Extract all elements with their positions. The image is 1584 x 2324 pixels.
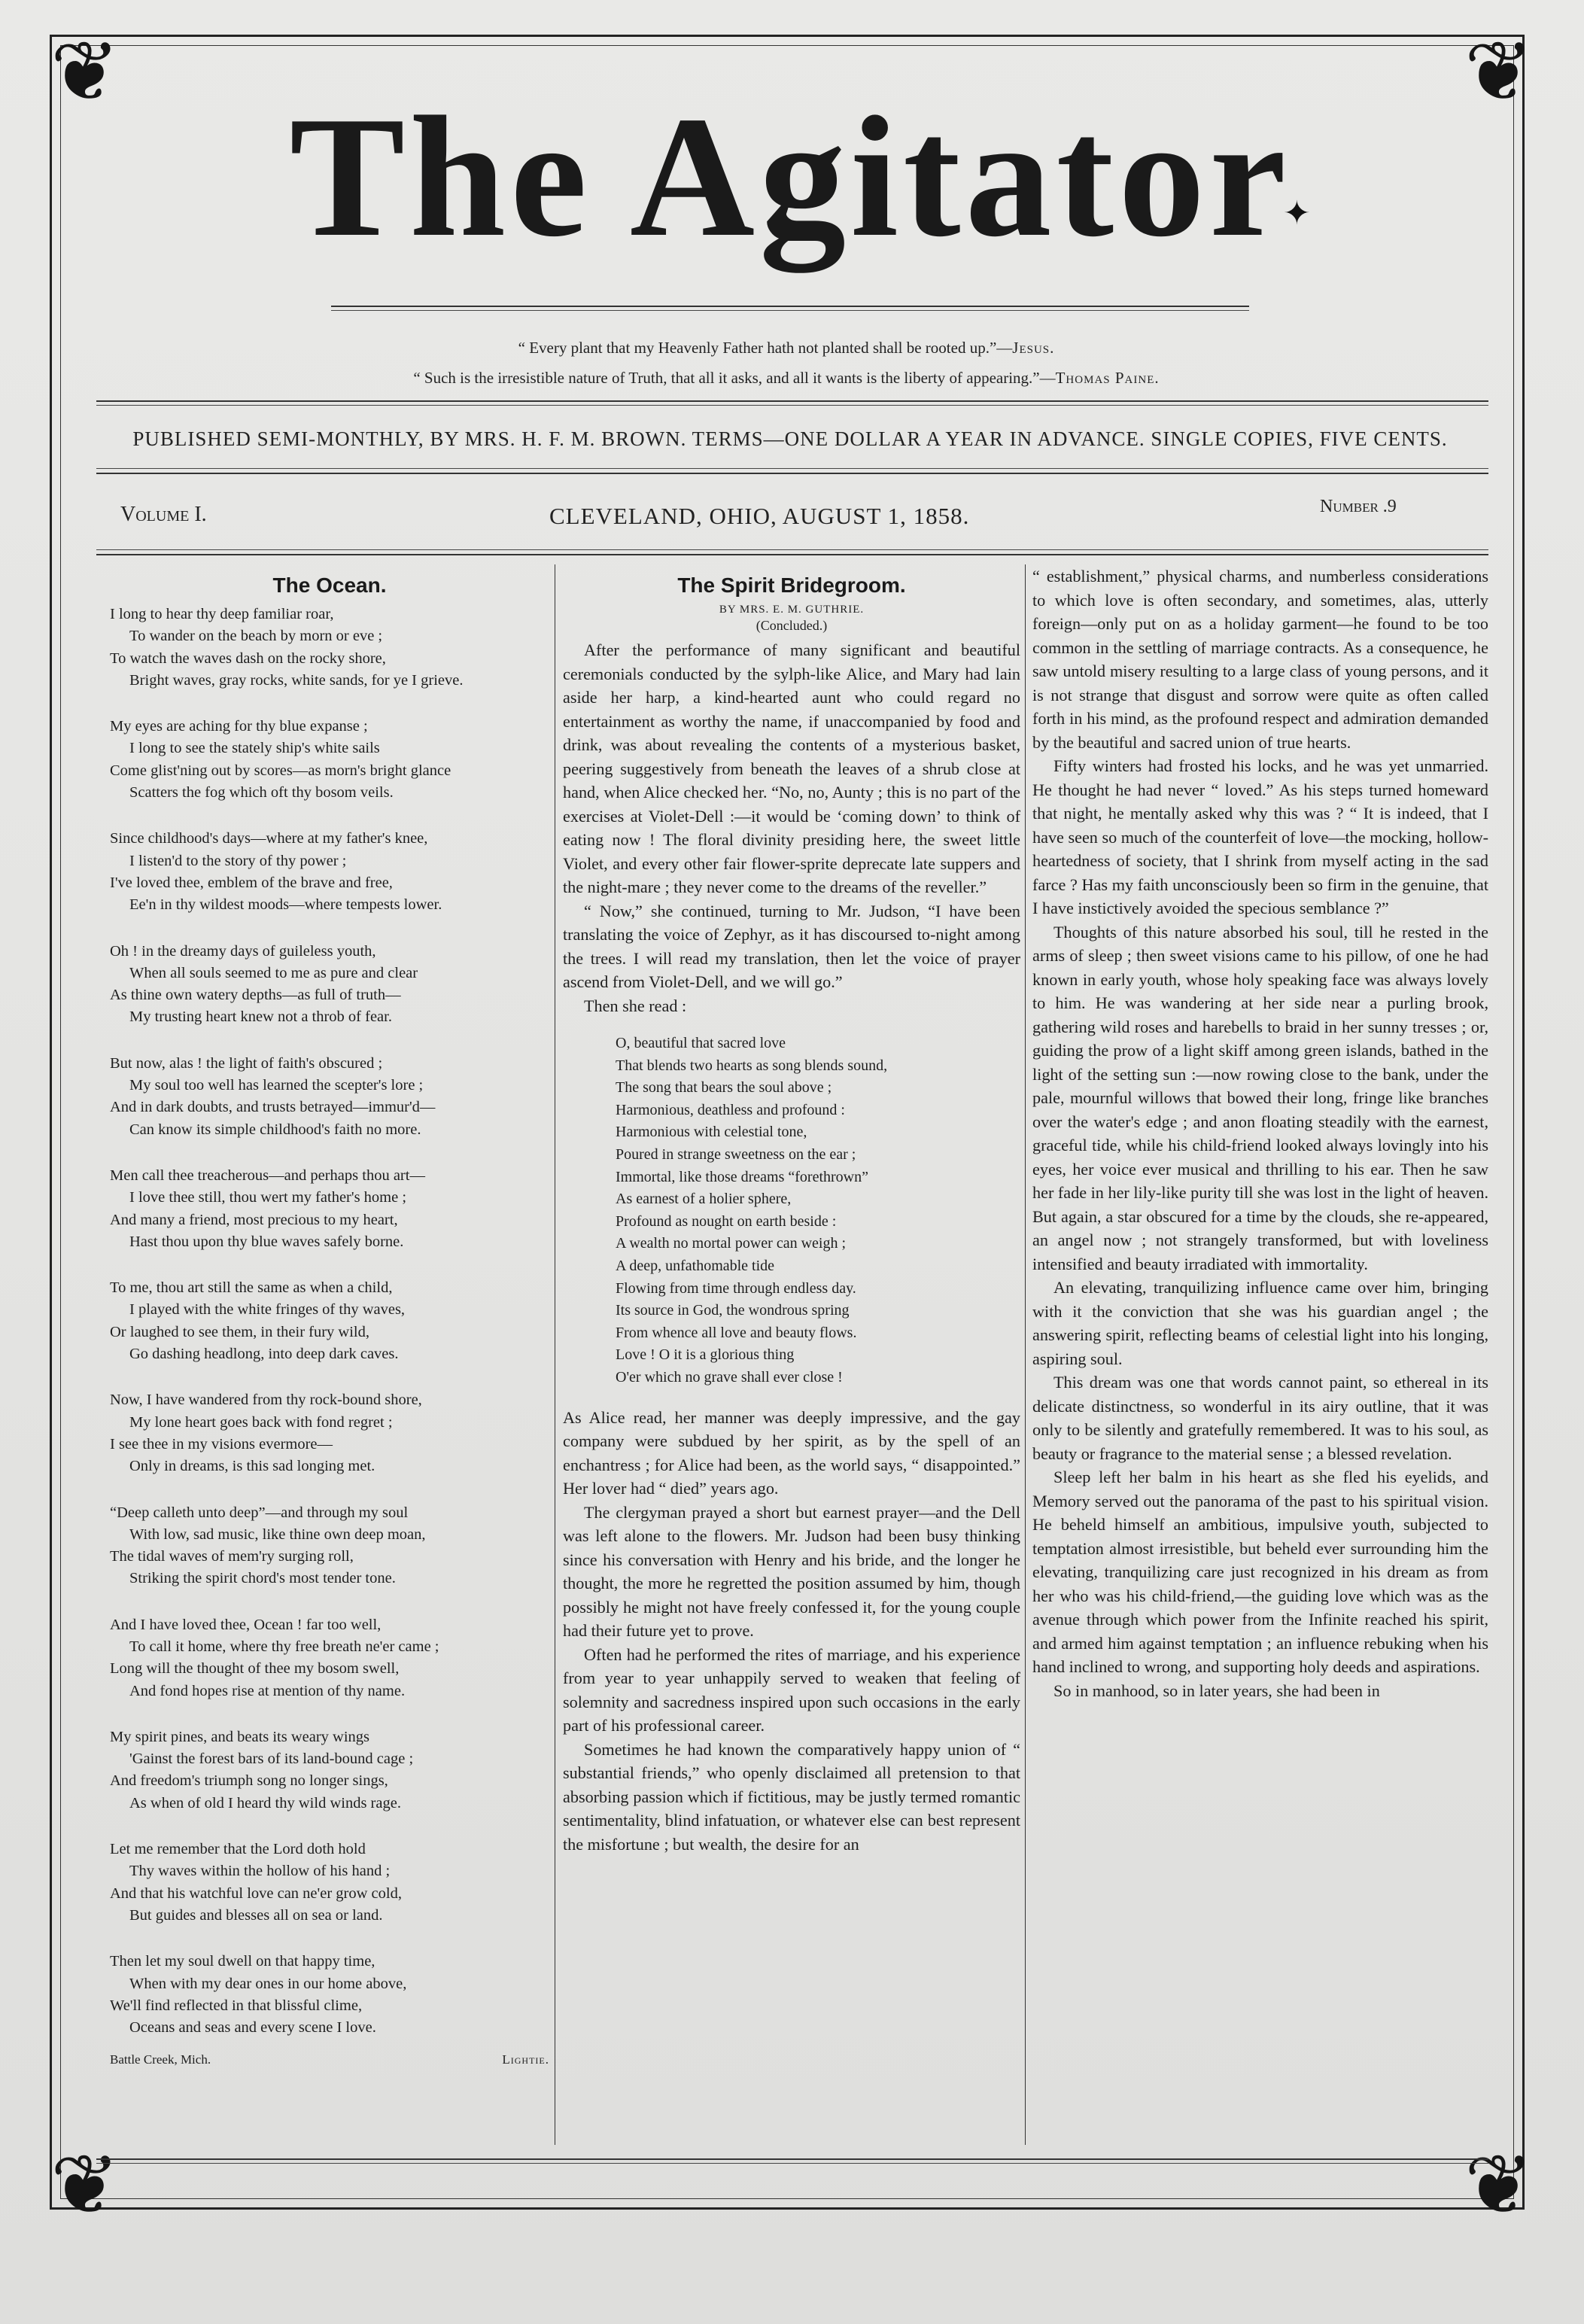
issue-number: Number .9 xyxy=(1320,497,1397,516)
inner-poem-line: Harmonious, deathless and profound : xyxy=(616,1101,845,1118)
poem-stanza xyxy=(110,1726,549,1814)
inner-poem-line: Immortal, like those dreams “forethrown” xyxy=(616,1168,868,1185)
story-paragraph: An elevating, tranquilizing influence came over him, bringing with it the conviction that she was his guardian angel ; the answering spirit, reflecting beams of celestial light into his longing, aspiring soul. xyxy=(1032,1278,1488,1368)
poem-line: And that his watchful love can ne'er grow cold, xyxy=(110,1884,402,1902)
column-divider-2 xyxy=(1025,564,1026,2145)
poem-line: And fond hopes rise at mention of thy name. xyxy=(129,1682,406,1699)
poem-line: Long will the thought of thee my bosom swell, xyxy=(110,1660,400,1678)
story-paragraph: Thoughts of this nature absorbed his soul, till he rested in the arms of sleep ; then sweet visions came to his pillow, of one he had known in early youth, whose holy speaking face was always lovely to him. He was wandering at her side near a purling brook, gathering wild roses and harebells to braid in her sunny tresses ; or, guiding the prow of a light skiff among green islands, bathed in the light of the setting sun :—now rowing close to the bank, under the pale, mournful willows that bowed their long, fringe like branches over the water's edge ; and anon floating steadily with the earnest, graceful tide, while his child-friend looked always lovingly into his eyes, her voice ever musical and thrilling to his ear. Then he saw her fade in her lily-like purity till she was lost in the light of heaven. But again, a star obscured for a time by the clouds, she re-appeared, an angel now ; not strangely transformed, but with loveliness intensified and beauty irradiated with immortality. xyxy=(1032,922,1488,1273)
poem-line: I long to hear thy deep familiar roar, xyxy=(110,606,334,622)
pub-rule-top xyxy=(96,400,1488,402)
poem-line: I see thee in my visions evermore— xyxy=(110,1435,333,1452)
inner-poem-line: Poured in strange sweetness on the ear ; xyxy=(616,1145,856,1163)
poem-line: Or laughed to see them, in their fury wild, xyxy=(110,1323,369,1340)
poem-line: And in dark doubts, and trusts betrayed—immur'd— xyxy=(110,1099,436,1116)
poem-line: And I have loved thee, Ocean ! far too well, xyxy=(110,1616,382,1633)
corner-ornament-bottom-left: ❦ xyxy=(50,2137,120,2233)
poem-line: I love thee still, thou wert my father's home ; xyxy=(129,1189,407,1206)
poem-line: My trusting heart knew not a throb of fear. xyxy=(129,1008,392,1026)
poem-line: When with my dear ones in our home above, xyxy=(129,1975,407,1992)
poem-place: Battle Creek, Mich. xyxy=(110,2052,211,2067)
poem-line: Ee'n in thy wildest moods—where tempests lower. xyxy=(129,896,442,914)
poem-line: My eyes are aching for thy blue expanse ; xyxy=(110,718,368,735)
inner-poem-line: Harmonious with celestial tone, xyxy=(616,1124,807,1141)
poem-line: Oceans and seas and every scene I love. xyxy=(129,2019,376,2037)
motto-paine xyxy=(316,369,1257,388)
masthead-star-ornament: ✦ xyxy=(1283,194,1311,233)
poem-footer xyxy=(110,2052,549,2067)
inner-poem-line: A wealth no mortal power can weigh ; xyxy=(616,1235,847,1252)
poem-line: Since childhood's days—where at my father's knee, xyxy=(110,830,428,847)
volume-label: Volume I. xyxy=(120,503,207,526)
poem-line: The tidal waves of mem'ry surging roll, xyxy=(110,1548,354,1565)
story-paragraph: Often had he performed the rites of marriage, and his experience from year to year unhappily served to weaken that feeling of solemnity and sacredness inspired upon such occasions in the early part of his professional career. xyxy=(563,1644,1020,1735)
motto-jesus-author: Jesus. xyxy=(1012,339,1055,357)
motto-jesus xyxy=(316,339,1257,357)
poem-line: Men call thee treacherous—and perhaps thou art— xyxy=(110,1167,425,1184)
inner-poem-line: Love ! O it is a glorious thing xyxy=(616,1346,795,1364)
poem-line: My lone heart goes back with fond regret ; xyxy=(129,1413,393,1431)
columns-rule-top-thin xyxy=(96,549,1488,550)
inner-poem-line: The song that bears the soul above ; xyxy=(616,1079,832,1097)
poem-line: As when of old I heard thy wild winds rage. xyxy=(129,1794,401,1811)
poem-stanza xyxy=(110,1502,549,1590)
poem-line: I long to see the stately ship's white sails xyxy=(129,740,380,757)
poem-line: Come glist'ning out by scores—as morn's bright glance xyxy=(110,762,451,779)
story-byline: BY MRS. E. M. GUTHRIE. xyxy=(719,604,865,616)
poem-stanza xyxy=(110,828,549,916)
poem-stanza xyxy=(110,1277,549,1365)
motto-jesus-quote: “ Every plant that my Heavenly Father hath not planted shall be rooted up.”— xyxy=(518,339,1013,357)
poem-line: And freedom's triumph song no longer sings, xyxy=(110,1772,388,1790)
poem-stanza xyxy=(110,1951,549,2039)
poem-line: With low, sad music, like thine own deep moan, xyxy=(129,1526,426,1543)
corner-ornament-top-right: ❦ xyxy=(1464,23,1534,120)
poem-line: 'Gainst the forest bars of its land-bound cage ; xyxy=(129,1751,414,1768)
publication-line: PUBLISHED SEMI-MONTHLY, BY MRS. H. F. M. BROWN. TERMS—ONE DOLLAR A YEAR IN ADVANCE. SINGLE COPIES, FIVE CENTS. xyxy=(132,427,1448,450)
poem-line: Thy waves within the hollow of his hand ; xyxy=(129,1863,391,1880)
story-note: (Concluded.) xyxy=(756,618,828,633)
story-paragraph: Then she read : xyxy=(584,996,687,1015)
poem-line: But guides and blesses all on sea or land. xyxy=(129,1906,383,1924)
story-paragraph: The clergyman prayed a short but earnest prayer—and the Dell was left alone to the flowers. Mr. Judson had been busy thinking since his conversation with Henry and his bride, and the longer he thought, the more he regretted the position assumed by him, though possibly he might not have freely confessed it, for the young couple had their future yet to prove. xyxy=(563,1502,1020,1640)
poem-stanza xyxy=(110,1165,549,1253)
story-paragraph: “ establishment,” physical charms, and numberless considerations to which love is often secondary, and sometimes, alas, utterly foreign—only put on as a holiday garment—he found to be too common in the settling of marriage contracts. As a consequence, he saw untold misery resulting to a large class of young persons, and it is not strange that disgust and sorrow were quite as often called forth in his mind, as the profound respect and admiration demanded by the beautiful and sacred union of true hearts. xyxy=(1032,567,1488,752)
story-paragraph: Fifty winters had frosted his locks, and he was yet unmarried. He thought he had never “ loved.” As his steps turned homeward that night, he mentally asked why this was ? “ It is indeed, that I have seen so much of the counterfeit of love—the mocking, hollow-heartedness of society, that I shrink from myself acting in the sad farce ? Has my faith unconsciously been so firm in the genuine, that I have instictively avoided the specious semblance ?” xyxy=(1032,756,1488,917)
poem-line: “Deep calleth unto deep”—and through my soul xyxy=(110,1504,409,1521)
motto-rule-top xyxy=(331,306,1249,307)
story-paragraph: So in manhood, so in later years, she had been in xyxy=(1053,1681,1380,1700)
poem-line: Only in dreams, is this sad longing met. xyxy=(129,1458,375,1475)
poem-line: As thine own watery depths—as full of truth— xyxy=(110,987,401,1004)
poem-line: I've loved thee, emblem of the brave and free, xyxy=(110,874,393,891)
poem-line: Bright waves, gray rocks, white sands, for ye I grieve. xyxy=(129,671,464,689)
inner-poem-line: As earnest of a holier sphere, xyxy=(616,1191,792,1208)
story-paragraph: “ Now,” she continued, turning to Mr. Judson, “I have been translating the voice of Zephyr, as it has discoursed to-night among the trees. I will read my translation, then let the voice of prayer ascend from Violet-Dell, and we will go.” xyxy=(563,901,1020,991)
poem-line: Then let my soul dwell on that happy time, xyxy=(110,1953,375,1970)
poem-line: I played with the white fringes of thy waves, xyxy=(129,1301,406,1319)
poem-line: Can know its simple childhood's faith no more. xyxy=(129,1121,421,1138)
poem-line: Oh ! in the dreamy days of guileless youth, xyxy=(110,942,376,960)
inner-poem-line: O'er which no grave shall ever close ! xyxy=(616,1368,843,1386)
poem-stanza xyxy=(110,604,549,692)
inner-poem-line: Profound as nought on earth beside : xyxy=(616,1212,837,1230)
dateline: CLEVELAND, OHIO, AUGUST 1, 1858. xyxy=(549,503,970,529)
poem-stanza xyxy=(110,941,549,1029)
poem-line: My soul too well has learned the scepter's lore ; xyxy=(129,1077,424,1094)
poem-title: The Ocean. xyxy=(272,573,387,597)
poem-stanza xyxy=(110,1614,549,1702)
column-poem xyxy=(110,564,549,2145)
poem-line: When all souls seemed to me as pure and clear xyxy=(129,964,418,981)
column-story xyxy=(563,564,1020,2145)
poem-stanza xyxy=(110,1389,549,1477)
poem-line: Now, I have wandered from thy rock-bound shore, xyxy=(110,1392,422,1409)
motto-paine-author: Thomas Paine. xyxy=(1055,369,1160,387)
inner-poem-line: A deep, unfathomable tide xyxy=(616,1257,775,1274)
motto-rule-top-thin xyxy=(331,310,1249,311)
story-inner-poem xyxy=(563,1033,1020,1389)
column-story-continued xyxy=(1032,564,1488,2145)
inner-poem-line: From whence all love and beauty flows. xyxy=(616,1324,857,1341)
poem-body xyxy=(110,604,549,2039)
poem-line: We'll find reflected in that blissful clime, xyxy=(110,1997,363,2014)
pub-rule-top-thin xyxy=(96,405,1488,406)
footer-rule-thin xyxy=(96,2163,1488,2164)
motto-paine-quote: “ Such is the irresistible nature of Truth, that all it asks, and all it wants is the liberty of appearing.”— xyxy=(413,369,1056,387)
poem-stanza xyxy=(110,1053,549,1141)
poem-line: To call it home, where thy free breath ne'er came ; xyxy=(129,1638,439,1655)
poem-stanza xyxy=(110,1839,549,1927)
poem-line: To me, thou art still the same as when a child, xyxy=(110,1279,393,1297)
poem-stanza xyxy=(110,716,549,804)
pub-rule-bottom xyxy=(96,473,1488,474)
story-paragraph: This dream was one that words cannot paint, so ethereal in its delicate distinctness, so wonderful in its airy outline, that it was only to be silently and gratefully remembered. It was to his soul, as beauty or fragrance to the material sense ; a blessed revelation. xyxy=(1032,1373,1488,1463)
poem-line: Let me remember that the Lord doth hold xyxy=(110,1841,366,1858)
poem-line: Hast thou upon thy blue waves safely borne. xyxy=(129,1233,404,1250)
inner-poem-line: O, beautiful that sacred love xyxy=(616,1035,786,1051)
poem-line: Go dashing headlong, into deep dark caves. xyxy=(129,1346,399,1363)
poem-line: I listen'd to the story of thy power ; xyxy=(129,852,347,869)
inner-poem-line: That blends two hearts as song blends sound, xyxy=(616,1057,888,1074)
inner-poem-line: Flowing from time through endless day. xyxy=(616,1279,856,1297)
poem-line: Striking the spirit chord's most tender tone. xyxy=(129,1570,396,1587)
columns-rule-top xyxy=(96,554,1488,555)
poem-signature: Lightie. xyxy=(502,2052,549,2067)
pub-rule-bottom-thin xyxy=(96,468,1488,469)
corner-ornament-bottom-right: ❦ xyxy=(1464,2137,1534,2233)
story-paragraph: As Alice read, her manner was deeply impressive, and the gay company were subdued by her spirit, as by the spell of an enchantress ; for Alice had been, as the world says, “ disappointed.” Her lover had “ died” years ago. xyxy=(563,1407,1020,1498)
masthead-title: The Agitator xyxy=(289,81,1291,272)
poem-line: But now, alas ! the light of faith's obscured ; xyxy=(110,1054,383,1072)
footer-rule xyxy=(96,2158,1488,2160)
corner-ornament-top-left: ❦ xyxy=(50,23,120,120)
story-paragraph: After the performance of many significant and beautiful ceremonials conducted by the sylph-like Alice, and Mary had lain aside her harp, a kind-hearted aunt who could regard no entertainment as worthy the name, if unaccompanied by food and drink, was about revealing the contents of a mysterious basket, peering suggestively from beneath the leaves of a shrub close at hand, when Alice checked her. “No, no, Aunty ; this is no part of the exercises at Violet-Dell :—it would be ‘coming down’ to think of eating now ! The floral divinity presiding here, the sweet little Violet, and every other fair flower-sprite deprecate late suppers and the night-mare ; they never come to the dreams of the reveller.” xyxy=(563,640,1020,896)
poem-line: My spirit pines, and beats its weary wings xyxy=(110,1728,370,1745)
poem-line: And many a friend, most precious to my heart, xyxy=(110,1211,398,1228)
poem-line: To watch the waves dash on the rocky shore, xyxy=(110,649,386,667)
poem-line: Scatters the fog which oft thy bosom veils. xyxy=(129,784,394,802)
story-title: The Spirit Bridegroom. xyxy=(677,573,906,597)
story-paragraph: Sleep left her balm in his heart as she fled his eyelids, and Memory served out the panorama of the past to his spiritual vision. He beheld himself an ambitious, impulsive youth, subjected to temptation almost irresistible, but beheld ever surrounding him the elevating, tranquilizing care just recognized in his dream as from her who was his child-friend,—the guiding love which was as the avenue through which power from the Infinite reached his spirit, and armed him against temptation ; an influence rebuking when his hand inclined to wrong, and supporting holy deeds and aspirations. xyxy=(1032,1468,1488,1676)
story-paragraph: Sometimes he had known the comparatively happy union of “ substantial friends,” who openly disclaimed all pretension to that absorbing passion which if fictitious, may be justly termed romantic sentimentality, blind infatuation, or whatever else can best represent the misfortune ; but wealth, the desire for an xyxy=(563,1739,1020,1854)
poem-line: To wander on the beach by morn or eve ; xyxy=(129,628,383,645)
inner-poem-line: Its source in God, the wondrous spring xyxy=(616,1302,850,1319)
